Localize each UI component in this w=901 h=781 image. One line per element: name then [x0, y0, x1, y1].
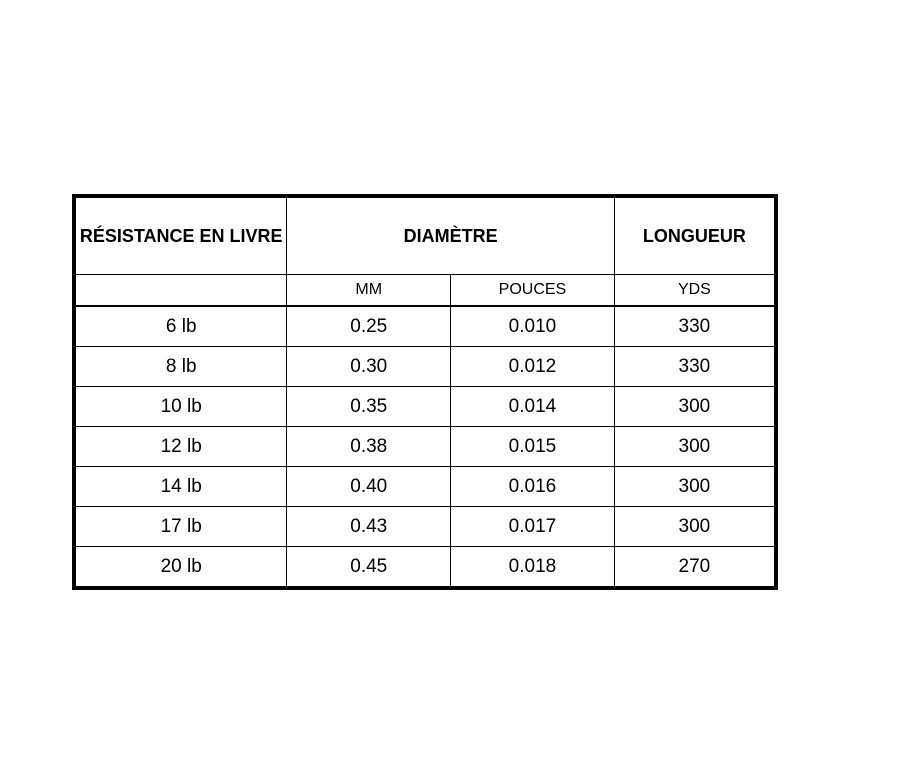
unit-yds: YDS [614, 275, 776, 307]
cell-mm: 0.30 [287, 347, 451, 387]
header-length: LONGUEUR [614, 196, 776, 275]
cell-yds: 300 [614, 387, 776, 427]
cell-inches: 0.015 [451, 427, 615, 467]
cell-mm: 0.45 [287, 547, 451, 589]
cell-yds: 300 [614, 507, 776, 547]
header-diameter: DIAMÈTRE [287, 196, 614, 275]
cell-yds: 330 [614, 306, 776, 347]
cell-yds: 270 [614, 547, 776, 589]
cell-mm: 0.43 [287, 507, 451, 547]
cell-resistance: 14 lb [74, 467, 287, 507]
cell-yds: 330 [614, 347, 776, 387]
units-row [74, 275, 776, 307]
cell-inches: 0.018 [451, 547, 615, 589]
cell-mm: 0.40 [287, 467, 451, 507]
cell-yds: 300 [614, 467, 776, 507]
unit-inches: POUCES [451, 275, 615, 307]
header-row [74, 196, 776, 275]
table-row [74, 467, 776, 507]
cell-resistance: 8 lb [74, 347, 287, 387]
table-row [74, 387, 776, 427]
cell-inches: 0.012 [451, 347, 615, 387]
table-row [74, 347, 776, 387]
table-row [74, 306, 776, 347]
line-spec-table [72, 194, 778, 590]
cell-resistance: 12 lb [74, 427, 287, 467]
cell-inches: 0.010 [451, 306, 615, 347]
cell-inches: 0.014 [451, 387, 615, 427]
unit-mm: MM [287, 275, 451, 307]
cell-yds: 300 [614, 427, 776, 467]
table-row [74, 507, 776, 547]
cell-resistance: 10 lb [74, 387, 287, 427]
cell-resistance: 20 lb [74, 547, 287, 589]
unit-resistance [74, 275, 287, 307]
header-resistance: RÉSISTANCE EN LIVRE [74, 196, 287, 275]
table-row [74, 427, 776, 467]
cell-resistance: 17 lb [74, 507, 287, 547]
cell-mm: 0.25 [287, 306, 451, 347]
cell-mm: 0.38 [287, 427, 451, 467]
cell-inches: 0.016 [451, 467, 615, 507]
table-row [74, 547, 776, 589]
cell-resistance: 6 lb [74, 306, 287, 347]
cell-inches: 0.017 [451, 507, 615, 547]
cell-mm: 0.35 [287, 387, 451, 427]
